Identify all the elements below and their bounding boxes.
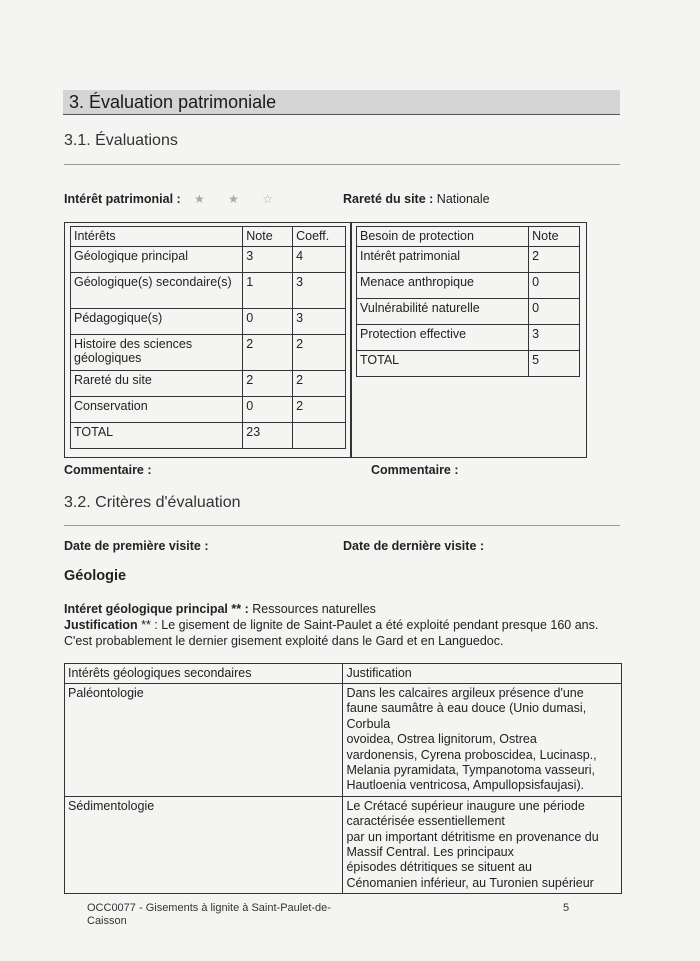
header-cell: Justification: [343, 664, 622, 684]
table-cell: 2: [293, 397, 346, 423]
table-row: [65, 684, 622, 797]
table-cell: 3: [243, 247, 293, 273]
first-visit-label: Date de première visite :: [64, 539, 209, 553]
table-cell: Rareté du site: [71, 371, 243, 397]
justification-line: Dans les calcaires argileux présence d'une: [346, 686, 584, 700]
header-cell: Coeff.: [293, 227, 346, 247]
table-row: [357, 247, 580, 273]
header-cell: Intérêts géologiques secondaires: [65, 664, 343, 684]
table-row: [357, 351, 580, 377]
table-cell: Vulnérabilité naturelle: [357, 299, 529, 325]
table-cell: 2: [529, 247, 580, 273]
rarete-value: Nationale: [433, 192, 490, 206]
table-cell: 23: [243, 423, 293, 449]
evaluations-title: 3.1. Évaluations: [64, 132, 178, 149]
table-cell: 2: [293, 371, 346, 397]
last-visit-label: Date de dernière visite :: [343, 539, 485, 553]
justification-line: Massif Central. Les principaux: [346, 845, 514, 860]
table-cell: 0: [529, 299, 580, 325]
justification-line: Cénomanien inférieur, au Turonien supérieur: [346, 875, 594, 890]
table-cell: 3: [529, 325, 580, 351]
table-header-row: [357, 227, 580, 247]
section-title: 3. Évaluation patrimoniale: [63, 90, 620, 115]
footer-line: OCC0077 - Gisements à lignite à Saint-Paulet-de-: [87, 902, 331, 914]
justification-line: vardonensis, Cyrena proboscidea, Lucinasp.,: [346, 747, 597, 762]
divider: [64, 164, 620, 165]
divider: [64, 525, 620, 526]
criteres-title: 3.2. Critères d'évaluation: [64, 494, 241, 511]
table-row: [71, 371, 346, 397]
rating-stars: [194, 192, 283, 206]
table-cell: Conservation: [71, 397, 243, 423]
table-row: [71, 335, 346, 371]
table-cell: Paléontologie: [65, 684, 343, 797]
table-cell: 2: [243, 371, 293, 397]
justification-line: par un important détritisme en provenance du: [346, 829, 599, 844]
justification-line: caractérisée essentiellement: [346, 814, 505, 829]
star-filled-icon: ★ ★: [194, 192, 249, 206]
justification-line: épisodes détritiques se situent au: [346, 860, 532, 875]
table-cell: 3: [293, 309, 346, 335]
table-header-row: [65, 664, 622, 684]
table-row: [65, 796, 622, 893]
table-cell: 5: [529, 351, 580, 377]
header-cell: Note: [243, 227, 293, 247]
secondary-interests-table: [64, 663, 622, 894]
justification-line: ovoidea, Ostrea lignitorum, Ostrea: [346, 732, 537, 747]
table-cell: 2: [243, 335, 293, 371]
table-cell: 2: [293, 335, 346, 371]
table-cell: 0: [529, 273, 580, 299]
justification-line: Hautloenia ventricosa, Ampullopsisfaujasi).: [346, 778, 585, 793]
page-number: 5: [563, 902, 570, 914]
justification-cell: [343, 684, 622, 797]
header-cell: Besoin de protection: [357, 227, 529, 247]
table-cell: 0: [243, 309, 293, 335]
interet-principal-value: Ressources naturelles: [252, 602, 376, 616]
table-cell: [293, 423, 346, 449]
interet-principal: [64, 601, 624, 617]
table-cell: 1: [243, 273, 293, 309]
interet-principal-label: Intéret géologique principal ** :: [64, 602, 249, 616]
justification-line: Le Crétacé supérieur inaugure une période: [346, 798, 585, 813]
justification-text: ** : Le gisement de lignite de Saint-Paulet a été exploité pendant presque 160 ans.: [137, 618, 599, 632]
justification-text-2: C'est probablement le dernier gisement exploité dans le Gard et en Languedoc.: [64, 634, 504, 648]
table-row: [357, 299, 580, 325]
footer-line: Caisson: [87, 915, 127, 927]
table-row: [357, 325, 580, 351]
table-cell: Sédimentologie: [65, 796, 343, 893]
star-empty-icon: ☆: [262, 192, 283, 206]
table-cell: Histoire des sciences géologiques: [71, 335, 243, 371]
table-row: [71, 247, 346, 273]
table-cell: Menace anthropique: [357, 273, 529, 299]
footer-reference: [87, 902, 331, 928]
justification-label: Justification: [64, 618, 138, 632]
justification: [64, 617, 624, 633]
header-cell: Note: [529, 227, 580, 247]
table-cell: 0: [243, 397, 293, 423]
table-cell: Géologique(s) secondaire(s): [71, 273, 243, 309]
justification-line: Melania pyramidata, Tympanotoma vasseuri,: [346, 763, 595, 778]
table-row: [357, 273, 580, 299]
commentaire-left: Commentaire :: [64, 463, 152, 477]
table-row: [71, 423, 346, 449]
rarete-du-site: [343, 192, 490, 206]
table-cell: Géologique principal: [71, 247, 243, 273]
interets-table: [70, 226, 346, 449]
table-cell: 4: [293, 247, 346, 273]
header-cell: Intérêts: [71, 227, 243, 247]
justification-line: Corbula: [346, 716, 391, 731]
commentaire-right: Commentaire :: [371, 463, 459, 477]
justification-line: faune saumâtre à eau douce (Unio dumasi,: [346, 701, 587, 716]
table-cell: TOTAL: [357, 351, 529, 377]
table-row: [71, 309, 346, 335]
table-header-row: [71, 227, 346, 247]
geologie-title: Géologie: [64, 568, 127, 584]
table-cell: 3: [293, 273, 346, 309]
table-cell: Intérêt patrimonial: [357, 247, 529, 273]
interet-patrimonial-label: Intérêt patrimonial :: [64, 192, 181, 206]
table-row: [71, 273, 346, 309]
table-cell: TOTAL: [71, 423, 243, 449]
protection-table: [356, 226, 580, 377]
justification-cell: [343, 796, 622, 893]
table-row: [71, 397, 346, 423]
rarete-label: Rareté du site :: [343, 192, 434, 206]
table-cell: Protection effective: [357, 325, 529, 351]
table-cell: Pédagogique(s): [71, 309, 243, 335]
